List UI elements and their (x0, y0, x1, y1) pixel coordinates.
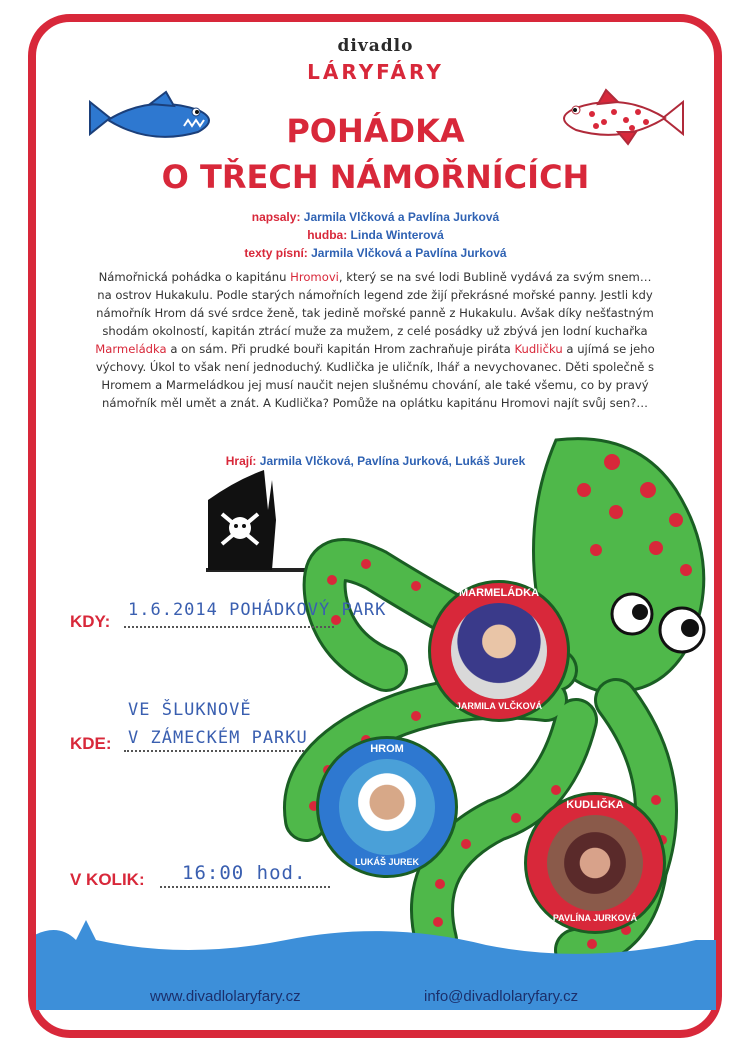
credit-label: napsaly: (251, 210, 301, 224)
kudlicka-photo (547, 815, 643, 911)
hrom-photo (339, 759, 435, 855)
character-medallion-kudlicka (524, 792, 666, 934)
where-value-line2: V ZÁMECKÉM PARKU (128, 728, 308, 748)
credit-authors (0, 210, 751, 224)
story-part: Námořnická pohádka o kapitánu (98, 270, 291, 284)
character-medallion-hrom (316, 736, 458, 878)
when-label: KDY: (70, 612, 111, 631)
cast-label: Hrají: (225, 454, 257, 468)
credit-value: Linda Winterová (350, 228, 444, 242)
story-text (90, 268, 660, 412)
character-medallion-marmeladka (428, 580, 570, 722)
story-part: a ujímá se jeho výchovy. Úkol to však není jednoduchý. Kudlička je uličník, lhář a nevychovanec. Děti společně s Hromem a Marmeládkou jej musí naučit nejen slušnému chování, ale také všemu, co by pravý námořník měl umět a znát. A Kudlička? Pomůže na oplátku kapitánu Hromovi najít svůj sen?… (95, 342, 655, 410)
time-value: 16:00 hod. (182, 862, 307, 884)
when-line (124, 626, 334, 628)
theatre-name: LÁRYFÁRY (307, 60, 444, 84)
title-line-2: O TŘECH NÁMOŘNÍCÍCH (161, 158, 590, 196)
story-part: a on sám. Při prudké bouři kapitán Hrom zachraňuje piráta (166, 342, 515, 356)
theatre-label: divadlo (337, 36, 414, 56)
footer-website[interactable]: www.divadlolaryfary.cz (150, 988, 301, 1005)
credit-label: texty písní: (244, 246, 308, 260)
footer-email[interactable]: info@divadlolaryfary.cz (424, 988, 579, 1005)
story-highlight: Hromovi (290, 270, 339, 284)
character-actor: LUKÁŠ JUREK (354, 857, 419, 867)
time-line (160, 886, 330, 888)
credit-music (0, 228, 751, 242)
credit-value: Jarmila Vlčková a Pavlína Jurková (311, 246, 507, 260)
character-name: HROM (370, 743, 404, 755)
cast-value: Jarmila Vlčková, Pavlína Jurková, Lukáš Jurek (259, 454, 526, 468)
title-line-1: POHÁDKA (286, 112, 465, 150)
character-actor: JARMILA VLČKOVÁ (455, 701, 543, 711)
where-line (124, 750, 304, 752)
character-actor: PAVLÍNA JURKOVÁ (552, 913, 638, 923)
when-value: 1.6.2014 POHÁDKOVÝ PARK (128, 600, 387, 620)
credit-lyrics (0, 246, 751, 260)
character-name: MARMELÁDKA (458, 587, 540, 599)
credit-value: Jarmila Vlčková a Pavlína Jurková (303, 210, 500, 224)
time-label: V KOLIK: (70, 870, 145, 889)
story-part: , který se na své lodi Bublině vydává za svým snem… na ostrov Hukakulu. Podle starých námořních legend zde žijí překrásné mořské panny. Jestli kdy námořník Hrom dá své srdce ženě, tak jedině mořské panně z Hukakulu. Avšak díky nešťastným shodám okolností, kapitán ztrácí muže za mužem, z celé posádky už zbývá jen lodní kuchařka (96, 270, 654, 338)
story-highlight: Kudličku (514, 342, 563, 356)
character-name: KUDLIČKA (566, 799, 624, 811)
credit-label: hudba: (307, 228, 348, 242)
story-highlight: Marmeládka (95, 342, 167, 356)
marmeladka-photo (451, 603, 547, 699)
where-value-line1: VE ŠLUKNOVĚ (128, 700, 252, 720)
where-label: KDE: (70, 734, 112, 753)
